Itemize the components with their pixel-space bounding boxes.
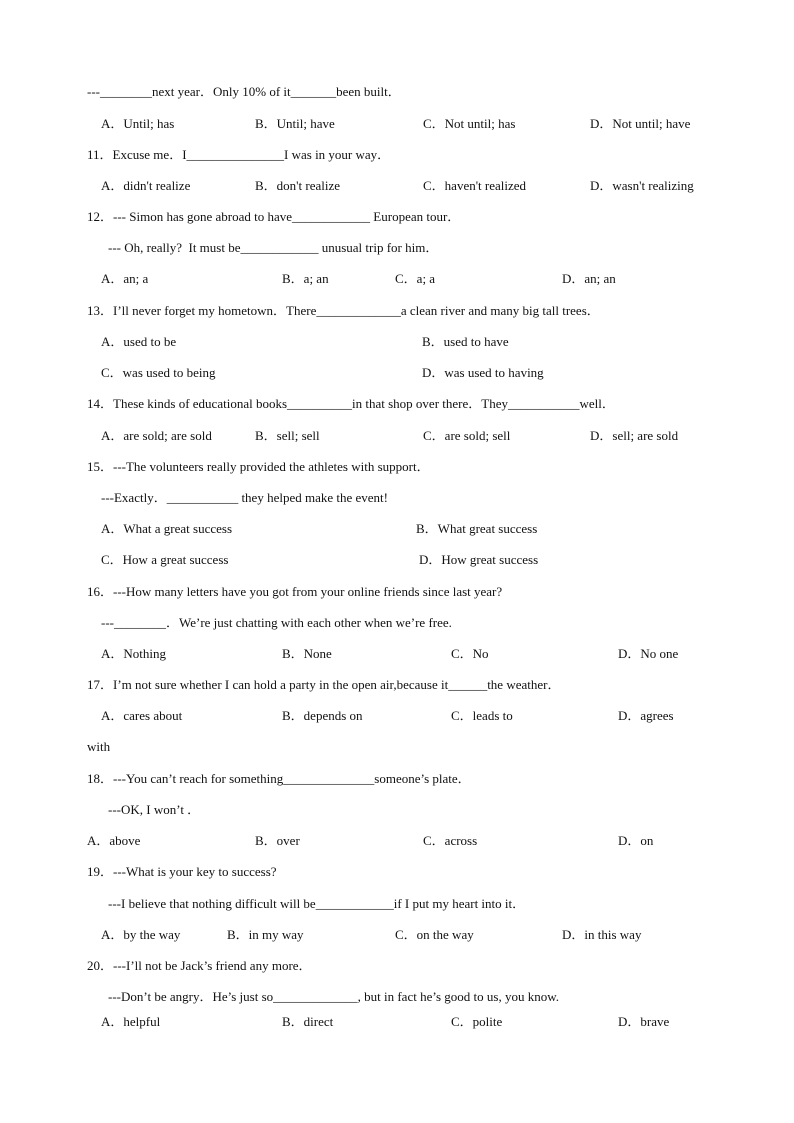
q18-stem-2: ---OK, I won’t ． [108, 802, 201, 817]
q12-option-b: B．a; an [282, 271, 329, 286]
q18-stem: 18．---You can’t reach for something______________someone’s plate． [87, 771, 471, 786]
q13-option-c: C．was used to being [101, 365, 216, 380]
q15-stem-2: ---Exactly．___________ they helped make the event! [101, 490, 388, 505]
q10-option-c: C．Not until; has [423, 116, 516, 131]
q16-option-b: B．None [282, 646, 332, 661]
q20-option-d: D．brave [618, 1014, 670, 1029]
q18-option-a: A．above [87, 833, 141, 848]
q20-option-a: A．helpful [101, 1014, 161, 1029]
q20-option-b: B．direct [282, 1014, 334, 1029]
q17-option-b: B．depends on [282, 708, 363, 723]
q13-stem: 13．I’ll never forget my hometown．There_____________a clean river and many big tall trees． [87, 303, 600, 318]
q13-option-b: B．used to have [422, 334, 509, 349]
l0: ---________next year．Only 10% of it_______been built． [87, 84, 401, 99]
q20-stem-2: ---Don’t be angry．He’s just so_____________, but in fact he’s good to us, you know. [108, 989, 559, 1004]
q18-option-b: B．over [255, 833, 300, 848]
q16-option-c: C．No [451, 646, 489, 661]
q17-option-d: D．agrees [618, 708, 674, 723]
q19-stem-2: ---I believe that nothing difficult will be____________if I put my heart into it． [108, 896, 526, 911]
q16-stem: 16．---How many letters have you got from your online friends since last year? [87, 584, 503, 599]
q18-option-c: C．across [423, 833, 478, 848]
q16-option-d: D．No one [618, 646, 679, 661]
q12-stem-2: --- Oh, really? It must be____________ unusual trip for him． [108, 240, 439, 255]
q19-option-b: B．in my way [227, 927, 304, 942]
q19-option-c: C．on the way [395, 927, 474, 942]
q15-option-b: B．What great success [416, 521, 538, 536]
q15-option-c: C．How a great success [101, 552, 229, 567]
q10-option-a: A．Until; has [101, 116, 175, 131]
q12-option-c: C．a; a [395, 271, 436, 286]
q14-option-a: A．are sold; are sold [101, 428, 212, 443]
q17-option-c: C．leads to [451, 708, 513, 723]
q13-option-d: D．was used to having [422, 365, 544, 380]
q16-option-a: A．Nothing [101, 646, 167, 661]
q12-stem: 12．--- Simon has gone abroad to have____________ European tour． [87, 209, 461, 224]
q20-stem: 20．---I’ll not be Jack’s friend any more． [87, 958, 312, 973]
q11-option-b: B．don't realize [255, 178, 341, 193]
q15-stem: 15．---The volunteers really provided the athletes with support． [87, 459, 430, 474]
q17-option-d-wrap: with [87, 739, 111, 754]
q14-stem: 14．These kinds of educational books__________in that shop over there．They___________well． [87, 396, 615, 411]
q10-option-d: D．Not until; have [590, 116, 691, 131]
q19-option-d: D．in this way [562, 927, 642, 942]
q19-stem: 19．---What is your key to success? [87, 864, 277, 879]
q11-option-a: A．didn't realize [101, 178, 191, 193]
q19-option-a: A．by the way [101, 927, 181, 942]
q10-option-b: B．Until; have [255, 116, 335, 131]
q12-option-a: A．an; a [101, 271, 149, 286]
q11-stem: 11．Excuse me．I_______________I was in your way． [87, 147, 391, 162]
q13-option-a: A．used to be [101, 334, 177, 349]
q18-option-d: D．on [618, 833, 654, 848]
q12-option-d: D．an; an [562, 271, 616, 286]
q14-option-b: B．sell; sell [255, 428, 320, 443]
q17-option-a: A．cares about [101, 708, 183, 723]
q14-option-d: D．sell; are sold [590, 428, 679, 443]
q17-stem: 17．I’m not sure whether I can hold a party in the open air,because it______the weather． [87, 677, 561, 692]
q20-option-c: C．polite [451, 1014, 503, 1029]
q14-option-c: C．are sold; sell [423, 428, 511, 443]
q11-option-c: C．haven't realized [423, 178, 527, 193]
q11-option-d: D．wasn't realizing [590, 178, 694, 193]
q15-option-a: A．What a great success [101, 521, 233, 536]
q15-option-d: D．How great success [419, 552, 539, 567]
q16-stem-2: ---________．We’re just chatting with each other when we’re free. [101, 615, 452, 630]
